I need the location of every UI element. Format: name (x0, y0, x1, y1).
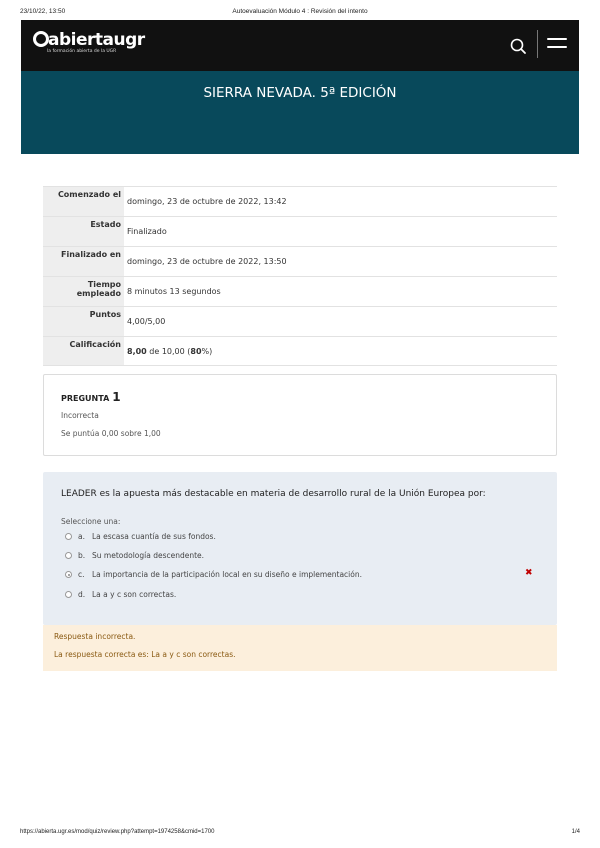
question-content (43, 472, 557, 625)
summary-row-started (43, 186, 557, 216)
answer-text: La importancia de la participación local en su diseño e implementación. (92, 570, 362, 579)
time-label: Tiempo empleado (43, 277, 124, 306)
logo-ring-icon (33, 31, 49, 47)
answer-option-a[interactable] (65, 532, 216, 541)
feedback-incorrect: Respuesta incorrecta. (54, 632, 136, 641)
site-logo[interactable] (33, 31, 145, 54)
answer-option-d[interactable] (65, 590, 176, 599)
feedback-box (43, 625, 557, 671)
radio-d[interactable] (65, 591, 72, 598)
answer-letter: b. (78, 551, 86, 560)
answer-letter: d. (78, 590, 86, 599)
summary-row-finished (43, 246, 557, 276)
feedback-correct-answer: La respuesta correcta es: La a y c son correctas. (54, 650, 236, 659)
print-header (20, 8, 580, 20)
print-date: 23/10/22, 13:50 (20, 8, 66, 15)
print-title: Autoevaluación Módulo 4 : Revisión del intento (232, 8, 368, 15)
incorrect-x-icon: ✖ (525, 568, 533, 578)
finished-label: Finalizado en (43, 247, 124, 276)
top-navbar (21, 20, 579, 71)
question-points: Se puntúa 0,00 sobre 1,00 (61, 429, 161, 438)
nav-divider (537, 30, 538, 58)
question-info-card (43, 374, 557, 456)
logo-tagline: la formación abierta de la UGR (47, 49, 117, 54)
question-text: LEADER es la apuesta más destacable en materia de desarrollo rural de la Unión Europea por: (61, 489, 486, 499)
state-value: Finalizado (127, 227, 167, 236)
grade-label: Calificación (43, 337, 124, 365)
search-icon[interactable] (509, 37, 527, 55)
logo-text: abiertaugr (48, 30, 145, 50)
time-value: 8 minutos 13 segundos (127, 287, 221, 296)
summary-row-time (43, 276, 557, 306)
grade-value (124, 337, 557, 365)
answer-text: Su metodología descendente. (92, 551, 205, 560)
answer-letter: a. (78, 532, 85, 541)
started-label: Comenzado el (43, 187, 124, 216)
question-number: 1 (112, 390, 121, 404)
radio-c-selected[interactable] (65, 571, 72, 578)
hamburger-menu-icon[interactable] (547, 38, 567, 52)
radio-a[interactable] (65, 533, 72, 540)
answer-option-c[interactable] (65, 570, 362, 579)
course-banner (21, 71, 579, 154)
question-status: Incorrecta (61, 411, 99, 420)
summary-row-points (43, 306, 557, 336)
print-page-number: 1/4 (571, 829, 580, 835)
started-value: domingo, 23 de octubre de 2022, 13:42 (127, 197, 287, 206)
points-value: 4,00/5,00 (127, 317, 166, 326)
answer-option-b[interactable] (65, 551, 204, 560)
course-title: SIERRA NEVADA. 5ª EDICIÓN (203, 85, 397, 101)
summary-row-state (43, 216, 557, 246)
points-label: Puntos (43, 307, 124, 336)
attempt-summary-table (43, 186, 557, 366)
print-url: https://abierta.ugr.es/mod/quiz/review.php?attempt=1974258&cmid=1700 (20, 829, 215, 835)
grade-score: 8,00 (127, 347, 147, 356)
answer-text: La escasa cuantía de sus fondos. (92, 532, 216, 541)
grade-close: %) (201, 347, 213, 356)
question-label: PREGUNTA (61, 394, 110, 403)
state-label: Estado (43, 217, 124, 246)
finished-value: domingo, 23 de octubre de 2022, 13:50 (127, 257, 287, 266)
question-heading (61, 390, 121, 404)
grade-of: de 10,00 ( (146, 347, 191, 356)
answer-text: La a y c son correctas. (92, 590, 177, 599)
summary-row-grade (43, 336, 557, 366)
grade-percent: 80 (190, 347, 202, 356)
radio-b[interactable] (65, 552, 72, 559)
answer-letter: c. (78, 570, 85, 579)
select-prompt: Seleccione una: (61, 517, 121, 526)
